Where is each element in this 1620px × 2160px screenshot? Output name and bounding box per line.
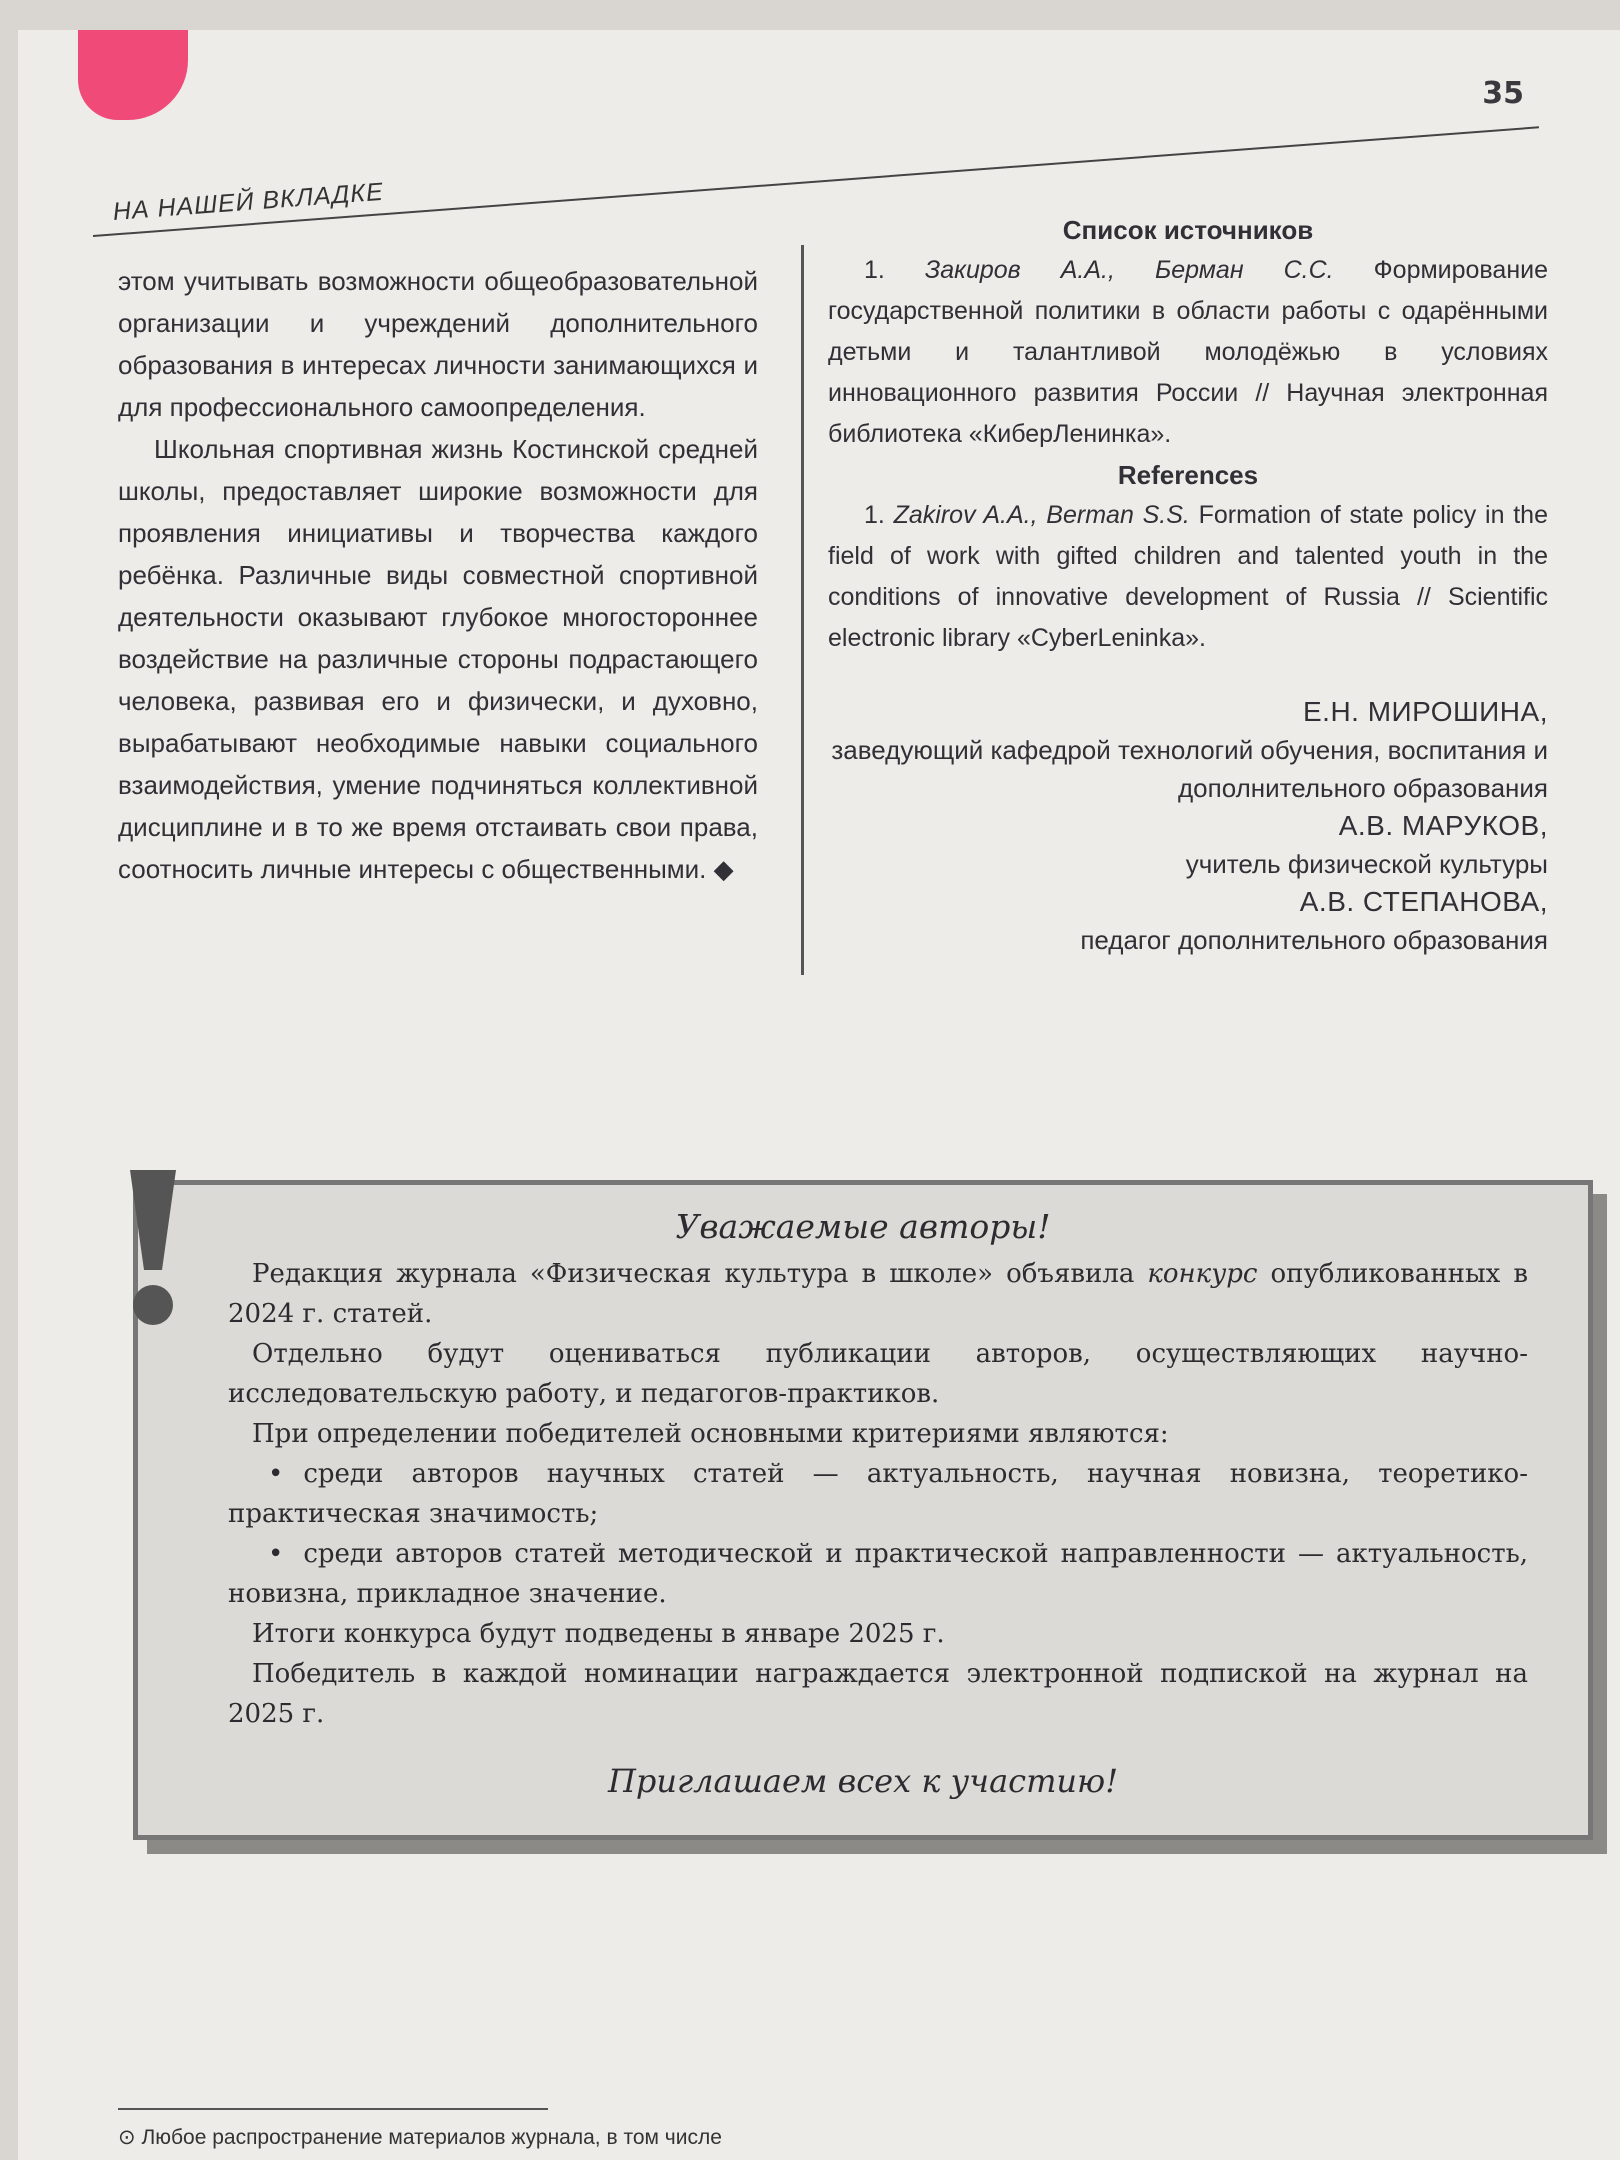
notice-title: Уважаемые авторы! (675, 1207, 1051, 1246)
magazine-page (18, 30, 1620, 2160)
page-number: 35 (1482, 76, 1524, 111)
text: Редакция журнала «Физическая культура в школе» объявила (252, 1259, 1148, 1289)
author-name: А.В. МАРУКОВ, (1338, 810, 1548, 841)
end-mark: ◆ (713, 854, 734, 884)
reference-number: 1. (864, 501, 885, 529)
author-role: учитель физической культуры (1185, 849, 1548, 879)
source-number: 1. (864, 256, 885, 284)
right-column (828, 210, 1548, 959)
notice-body (138, 1254, 1588, 1734)
paragraph-text: Школьная спортивная жизнь Костинской средней школы, предоставляет широкие возможности для проявления инициативы и творчества каждого ребёнка. Различные виды совместной спортивной деятельности оказывают глубокое многостороннее воздействие на различные стороны подрастающего человека, развивая его и физически, и духовно, вырабатывают необходимые навыки социального взаимодействия, умение подчиняться коллективной дисциплине и в то же время отстаивать свои права, соотносить личные интересы с общественными. (118, 434, 758, 884)
criteria-bullet: • среди авторов научных статей — актуальность, научная новизна, теоретико-практическая значимость; (228, 1454, 1528, 1534)
reference-item (828, 495, 1548, 659)
footnote (118, 2125, 722, 2150)
background-object (78, 30, 188, 120)
paragraph: этом учитывать возможности общеобразовательной организации и учреждений дополнительного образования в интересах личности занимающихся и для профессионального самоопределения. (118, 266, 758, 422)
notice-paragraph: Итоги конкурса будут подведены в январе 2025 г. (252, 1619, 945, 1649)
references-heading: References (1117, 460, 1259, 490)
author-block (828, 693, 1548, 959)
reference-text: Formation of state policy in the field of work with gifted children and talented youth in the conditions of innovative development of Russia // Scientific electronic library «CyberLeninka». (828, 501, 1548, 652)
column-divider (801, 245, 804, 975)
exclamation-icon (118, 1170, 188, 1330)
notice-paragraph (228, 1254, 1528, 1334)
author-role: педагог дополнительного образования (1080, 925, 1548, 955)
notice-paragraph: При определении победителей основными критериями являются: (252, 1419, 1169, 1449)
source-authors: Закиров А.А., Берман С.С. (924, 256, 1334, 284)
notice-paragraph: Победитель в каждой номинации награждается электронной подпиской на журнал на 2025 г. (228, 1659, 1528, 1729)
sources-heading: Список источников (1062, 215, 1314, 245)
criteria-bullet: • среди авторов статей методической и практической направленности — актуальность, новизна, прикладное значение. (228, 1534, 1528, 1614)
footnote-rule (118, 2108, 548, 2110)
reference-authors: Zakirov A.A., Berman S.S. (893, 501, 1190, 529)
paragraph (118, 428, 758, 890)
notice-paragraph: Отдельно будут оцениваться публикации авторов, осуществляющих научно-исследовательскую работу, и педагогов-практиков. (228, 1339, 1528, 1409)
author-role: заведующий кафедрой технологий обучения, воспитания и дополнительного образования (831, 735, 1548, 803)
source-item (828, 250, 1548, 455)
left-column (118, 260, 758, 890)
source-text: Формирование государственной политики в области работы с одарёнными детьми и талантливой молодёжью в условиях инновационного развития России // Научная электронная библиотека «КиберЛенинка». (828, 256, 1549, 448)
author-name: А.В. СТЕПАНОВА, (1299, 886, 1548, 917)
emphasis: конкурс (1147, 1259, 1258, 1289)
notice-closing: Приглашаем всех к участию! (607, 1762, 1119, 1800)
author-name: Е.Н. МИРОШИНА, (1303, 696, 1548, 727)
copyright-icon: ⊙ (118, 2126, 136, 2149)
notice-box (133, 1180, 1593, 1840)
footnote-text: Любое распространение материалов журнала, в том числе (141, 2126, 722, 2149)
section-header: НА НАШЕЙ ВКЛАДКЕ (111, 177, 385, 226)
text: опубликованных в 2024 г. статей. (228, 1259, 1528, 1329)
